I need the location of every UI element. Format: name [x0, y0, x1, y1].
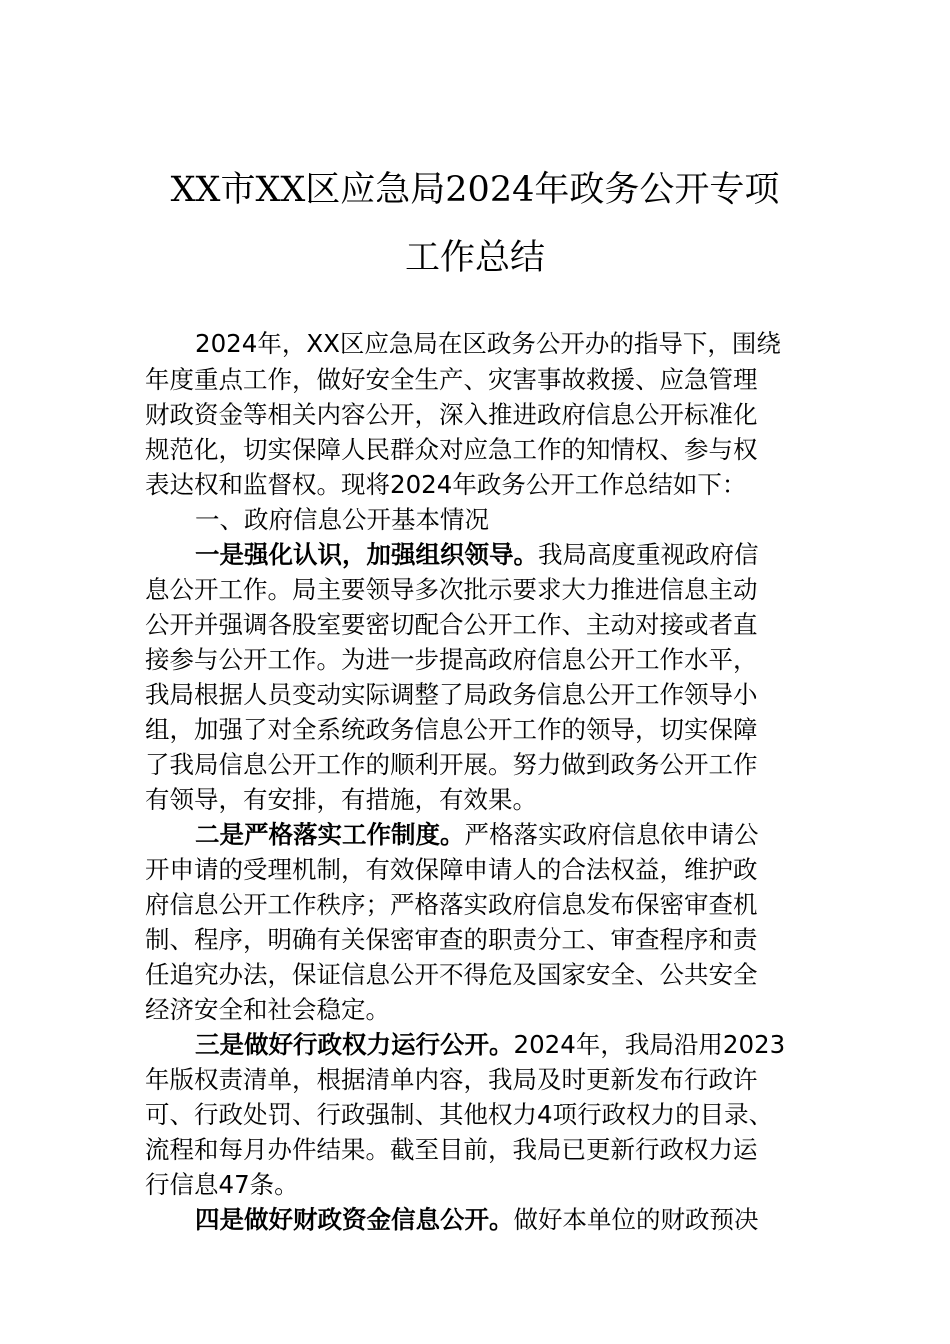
para3-lead: 三是做好行政权力运行公开。	[195, 1030, 514, 1059]
para2-line-3: 府信息公开工作秩序；严格落实政府信息发布保密审查机	[145, 890, 758, 919]
para2-lead: 二是严格落实工作制度。	[195, 820, 465, 849]
para2-line-1	[195, 819, 810, 851]
para3-line-1	[195, 1029, 810, 1061]
document-title-line-2: 工作总结	[404, 238, 545, 278]
para3-first-rest: 2024年，我局沿用2023	[513, 1030, 786, 1059]
intro-line-5: 表达权和监督权。现将2024年政务公开工作总结如下：	[145, 470, 747, 499]
para3-line-3: 可、行政处罚、行政强制、其他权力4项行政权力的目录、	[145, 1100, 774, 1129]
para2-first-rest: 严格落实政府信息依申请公	[464, 820, 759, 849]
intro-line-4: 规范化，切实保障人民群众对应急工作的知情权、参与权	[145, 435, 758, 464]
section-heading-1: 一、政府信息公开基本情况	[195, 505, 489, 534]
para2-line-6: 经济安全和社会稳定。	[145, 995, 390, 1024]
para3-line-4: 流程和每月办件结果。截至目前，我局已更新行政权力运	[145, 1135, 758, 1164]
document-title-line-1: XX市XX区应急局2024年政务公开专项	[170, 170, 780, 210]
para1-line-3: 公开并强调各股室要密切配合公开工作、主动对接或者直	[145, 610, 758, 639]
para2-line-2: 开申请的受理机制，有效保障申请人的合法权益，维护政	[145, 855, 758, 884]
para1-line-5: 我局根据人员变动实际调整了局政务信息公开工作领导小	[145, 680, 758, 709]
para1-line-2: 息公开工作。局主要领导多次批示要求大力推进信息主动	[145, 575, 758, 604]
para1-lead: 一是强化认识，加强组织领导。	[195, 540, 538, 569]
para4-first-rest: 做好本单位的财政预决	[513, 1205, 759, 1234]
para2-line-5: 任追究办法，保证信息公开不得危及国家安全、公共安全	[145, 960, 758, 989]
para1-first-rest: 我局高度重视政府信	[538, 540, 759, 569]
para1-line-7: 了我局信息公开工作的顺利开展。努力做到政务公开工作	[145, 750, 758, 779]
para1-line-8: 有领导，有安排，有措施，有效果。	[145, 785, 537, 814]
para3-line-5: 行信息47条。	[145, 1170, 299, 1199]
para1-line-6: 组，加强了对全系统政务信息公开工作的领导，切实保障	[145, 715, 758, 744]
para1-line-1	[195, 539, 810, 571]
para1-line-4: 接参与公开工作。为进一步提高政府信息公开工作水平，	[145, 645, 758, 674]
para4-line-1	[195, 1204, 810, 1236]
para2-line-4: 制、程序，明确有关保密审查的职责分工、审查程序和责	[145, 925, 758, 954]
intro-line-3: 财政资金等相关内容公开，深入推进政府信息公开标准化	[145, 400, 758, 429]
intro-line-2: 年度重点工作，做好安全生产、灾害事故救援、应急管理	[145, 365, 758, 394]
para3-line-2: 年版权责清单，根据清单内容，我局及时更新发布行政许	[145, 1065, 758, 1094]
para4-lead: 四是做好财政资金信息公开。	[195, 1205, 514, 1234]
intro-line-1: 2024年，XX区应急局在区政务公开办的指导下，围绕	[195, 329, 781, 358]
